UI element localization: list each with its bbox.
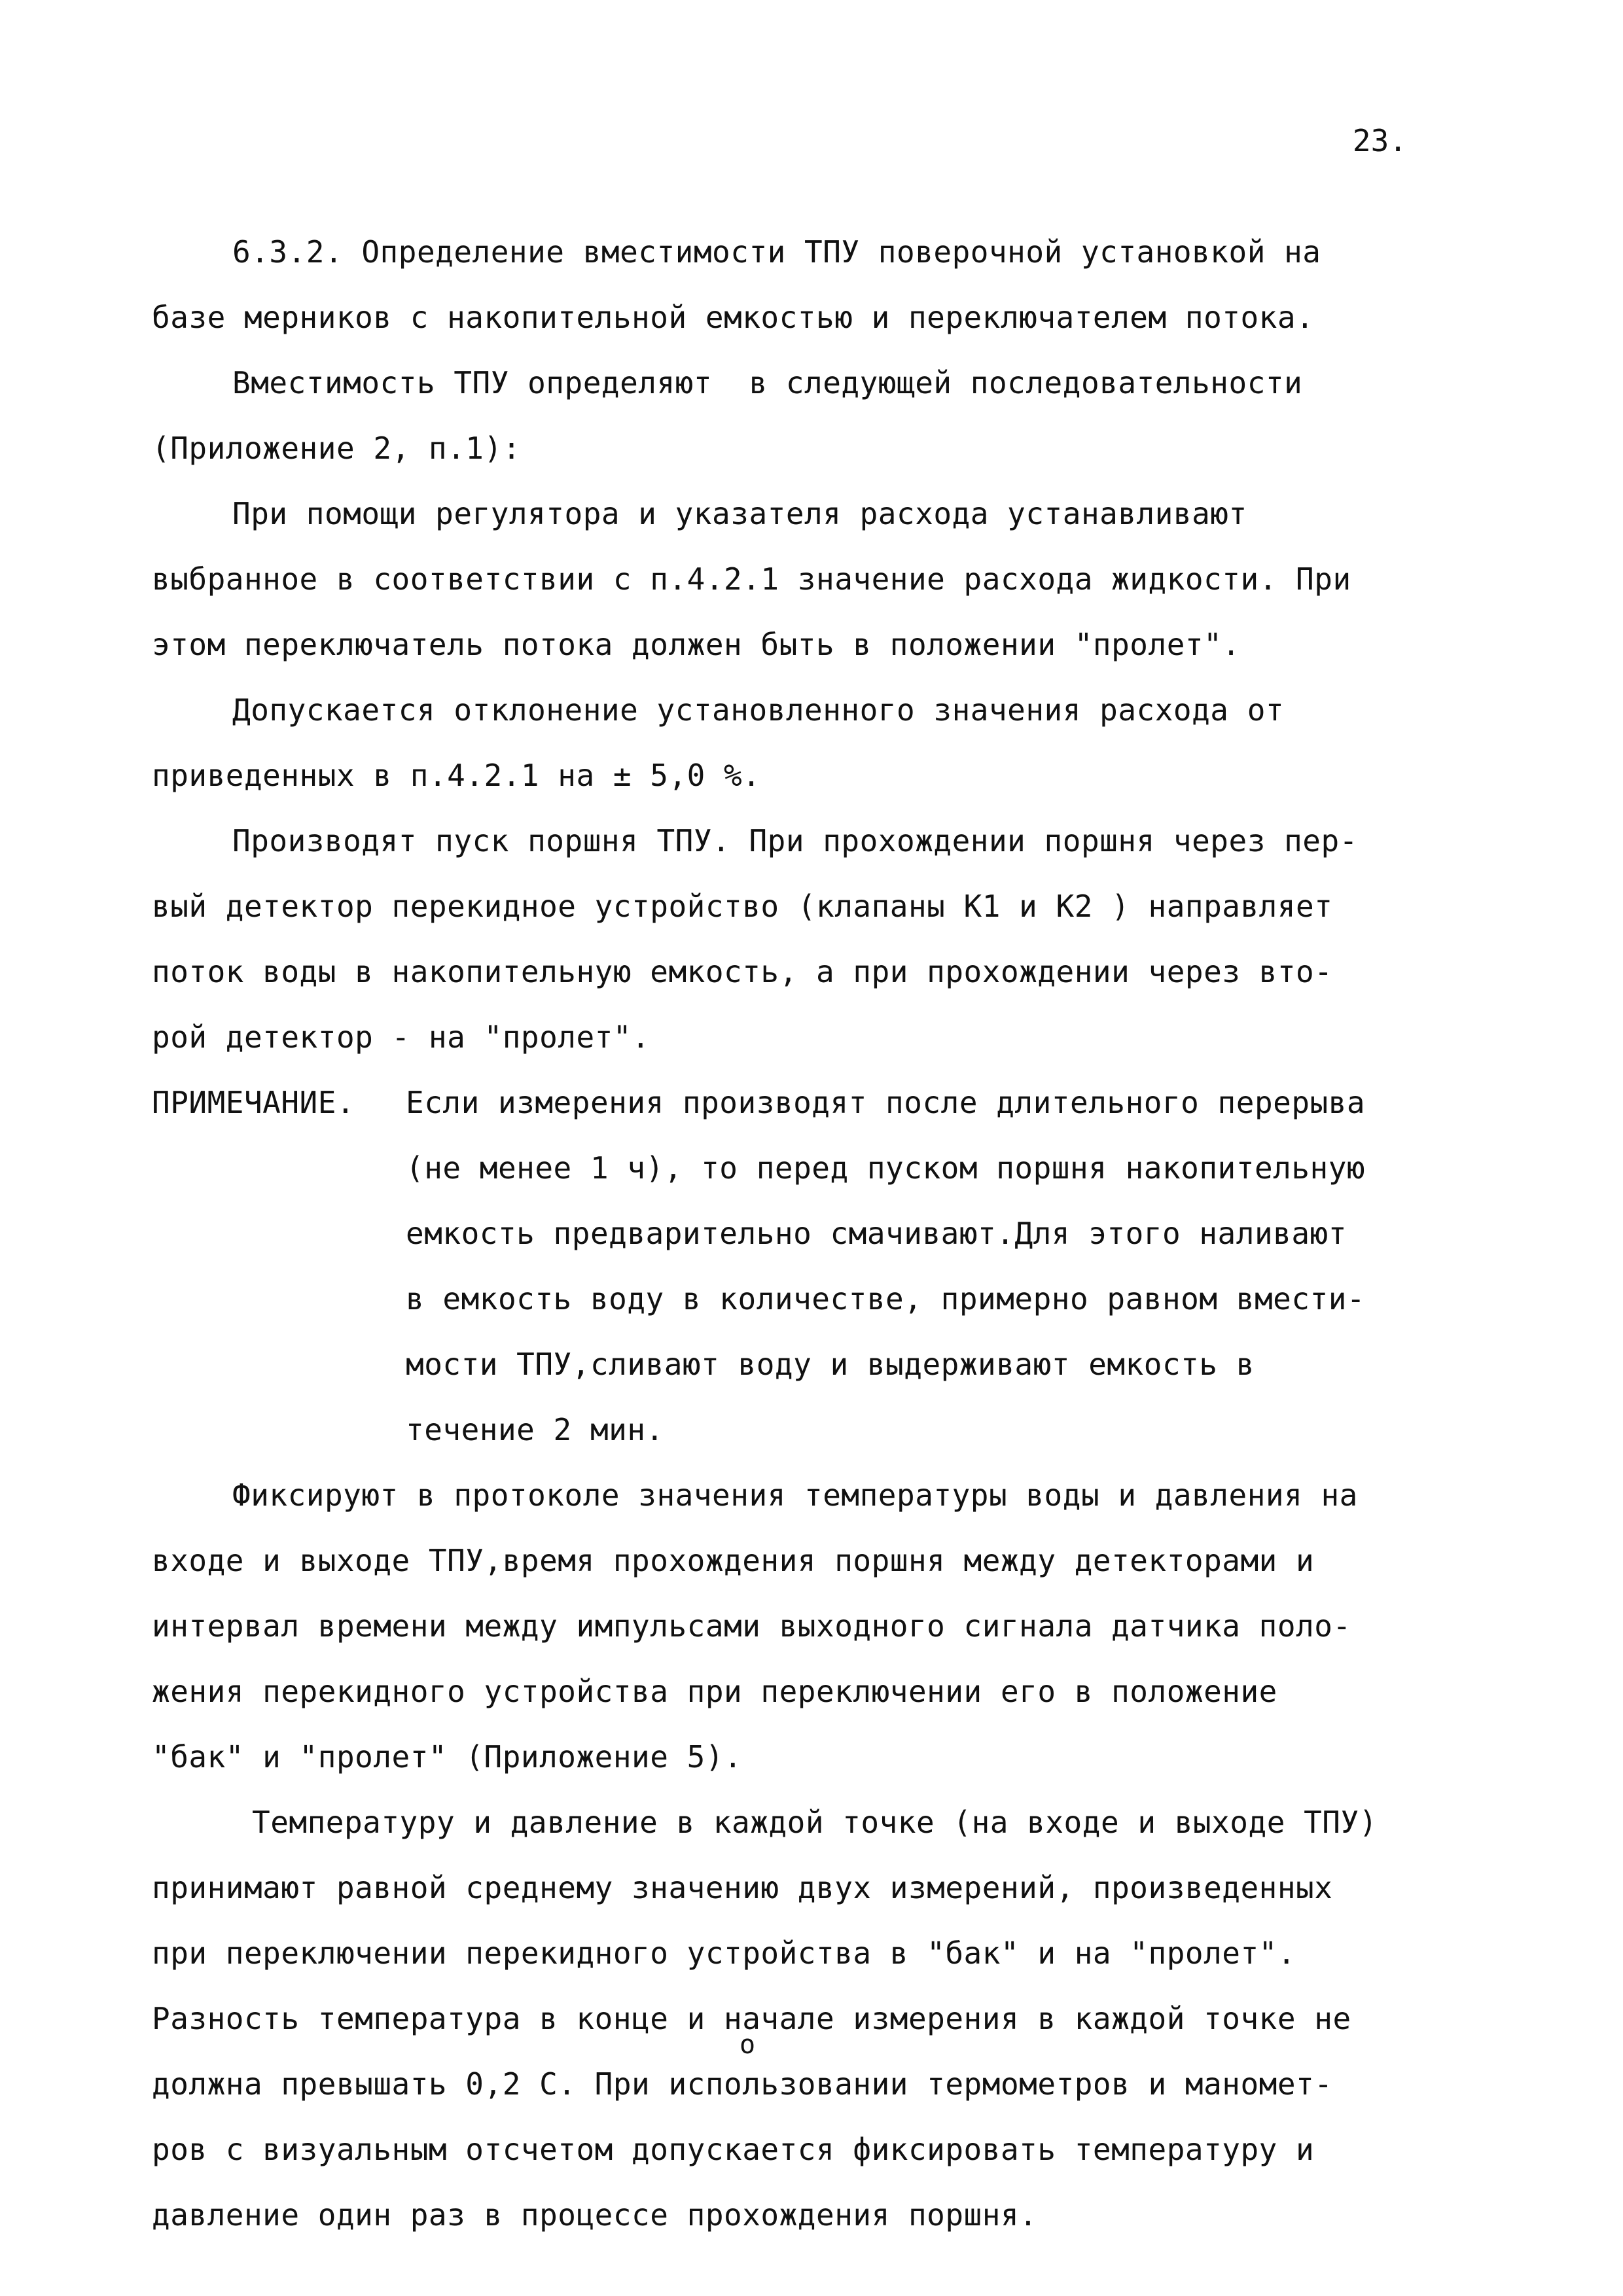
note-line: течение 2 мин. (406, 1412, 664, 1447)
text-line: Разность температура в конце и начале измерения в каждой точке не (152, 2001, 1351, 2036)
text-line: вый детектор перекидное устройство (клапаны К1 и К2 ) направляет (152, 889, 1333, 924)
text-line: должна превышать 0,2 С. При использовании термометров и маномет- (152, 2066, 1333, 2102)
note-line: в емкость воду в количестве, примерно равном вмести- (406, 1281, 1366, 1316)
note-label: ПРИМЕЧАНИЕ. (152, 1085, 355, 1120)
text-line: входе и выходе ТПУ,время прохождения поршня между детекторами и (152, 1543, 1315, 1578)
text-line: принимают равной среднему значению двух измерений, произведенных (152, 1870, 1333, 1905)
text-line: Производят пуск поршня ТПУ. При прохождении поршня через пер- (232, 823, 1358, 858)
text-line: интервал времени между импульсами выходного сигнала датчика поло- (152, 1608, 1351, 1644)
text-line: Фиксируют в протоколе значения температуры воды и давления на (232, 1477, 1358, 1513)
text-line: (Приложение 2, п.1): (152, 431, 521, 466)
text-line: при переключении перекидного устройства в "бак" и на "пролет". (152, 1935, 1296, 1971)
text-line: "бак" и "пролет" (Приложение 5). (152, 1739, 743, 1775)
text-line: жения перекидного устройства при переключении его в положение (152, 1674, 1277, 1709)
degree-superscript: о (740, 2030, 756, 2060)
text-line: поток воды в накопительную емкость, а при прохождении через вто- (152, 954, 1333, 989)
text-line: базе мерников с накопительной емкостью и переключателем потока. (152, 300, 1315, 335)
text-line: приведенных в п.4.2.1 на ± 5,0 %. (152, 758, 761, 793)
note-line: емкость предварительно смачивают.Для этого наливают (406, 1216, 1347, 1251)
text-line: Допускается отклонение установленного значения расхода от (232, 692, 1285, 728)
text-line: этом переключатель потока должен быть в положении "пролет". (152, 627, 1241, 662)
text-line: При помощи регулятора и указателя расхода устанавливают (232, 496, 1247, 531)
text-line: давление один раз в процессе прохождения поршня. (152, 2197, 1038, 2233)
page-number: 23. (1352, 123, 1407, 158)
note-line: (не менее 1 ч), то перед пуском поршня накопительную (406, 1150, 1366, 1186)
text-line: Температуру и давление в каждой точке (на входе и выходе ТПУ) (252, 1805, 1378, 1840)
note-line: мости ТПУ,сливают воду и выдерживают емкость в (406, 1347, 1255, 1382)
text-line: ров с визуальным отсчетом допускается фиксировать температуру и (152, 2132, 1315, 2167)
text-line: 6.3.2. Определение вместимости ТПУ поверочной установкой на (232, 234, 1321, 270)
text-line: рой детектор - на "пролет". (152, 1019, 651, 1055)
note-line: Если измерения производят после длительного перерыва (406, 1085, 1366, 1120)
text-line: Вместимость ТПУ определяют в следующей последовательности (232, 365, 1303, 400)
text-line: выбранное в соответствии с п.4.2.1 значение расхода жидкости. При (152, 561, 1351, 597)
